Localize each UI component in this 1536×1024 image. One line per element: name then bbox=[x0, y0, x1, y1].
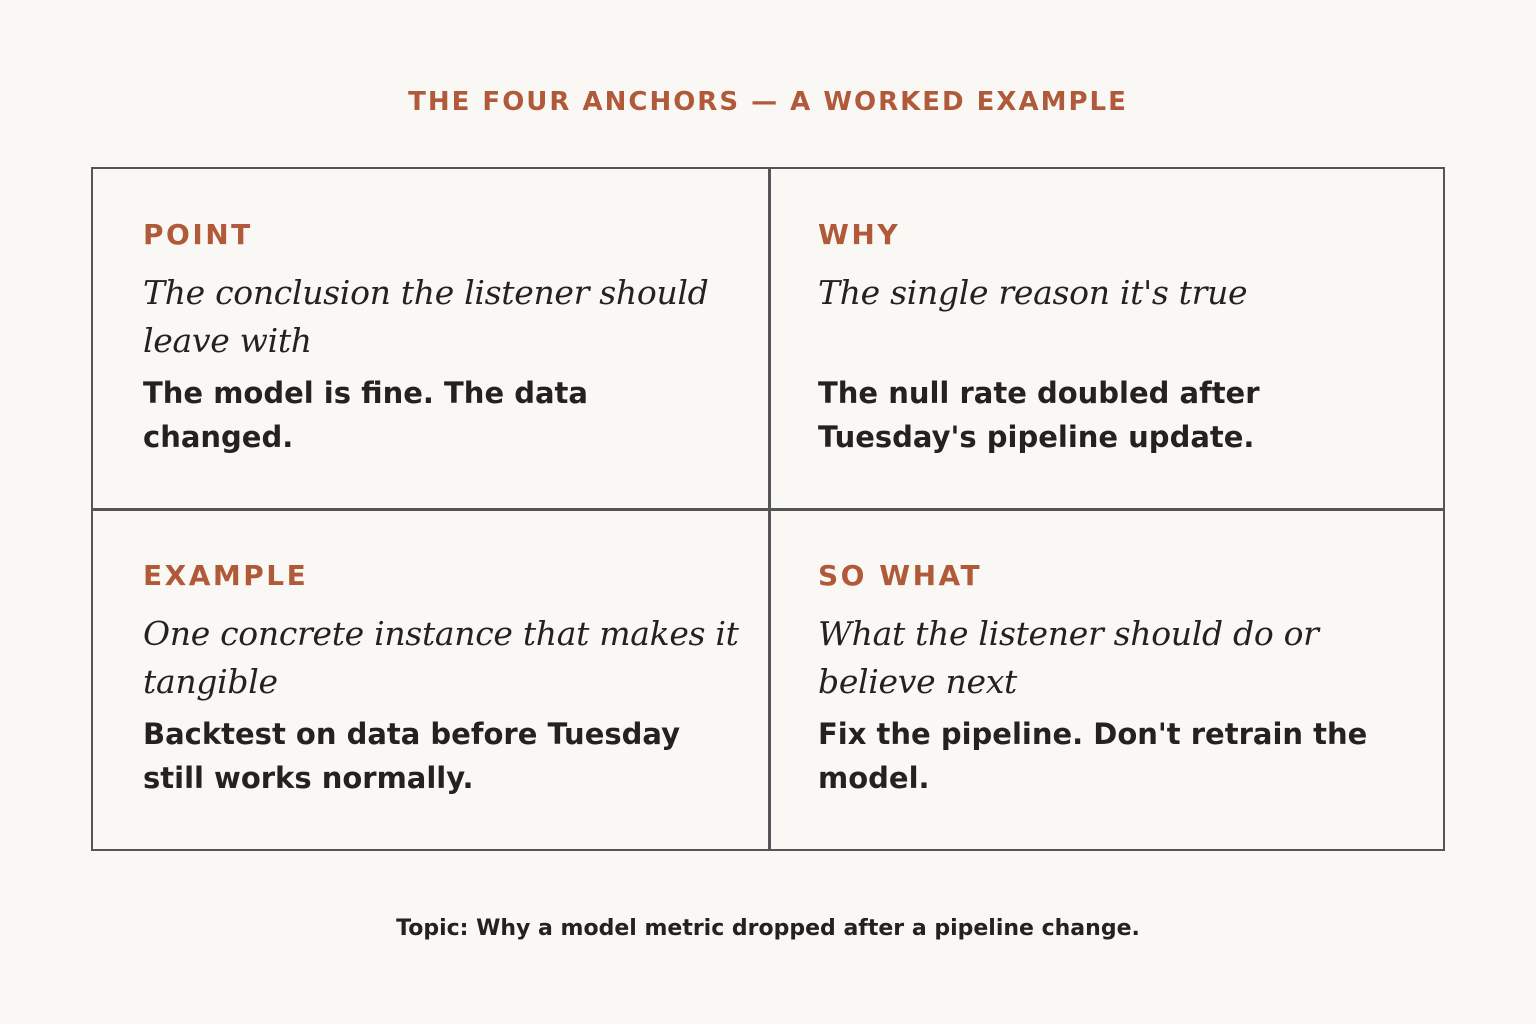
anchor-cell-so-what bbox=[818, 558, 1418, 800]
anchor-example: The null rate doubled after Tuesday's pipeline update. bbox=[818, 376, 1260, 454]
anchor-label: WHY bbox=[818, 218, 901, 251]
grid-horizontal-divider bbox=[93, 508, 1443, 511]
anchor-example: Fix the pipeline. Don't retrain the model. bbox=[818, 717, 1368, 795]
anchor-label: EXAMPLE bbox=[143, 559, 309, 592]
anchor-description: The single reason it's true bbox=[818, 273, 1248, 312]
anchor-description: One concrete instance that makes it tangible bbox=[143, 614, 739, 701]
page-title: THE FOUR ANCHORS — A WORKED EXAMPLE bbox=[408, 87, 1128, 117]
anchor-label: SO WHAT bbox=[818, 559, 983, 592]
anchor-example: The model is fine. The data changed. bbox=[143, 376, 588, 454]
anchor-label: POINT bbox=[143, 218, 253, 251]
anchor-description: The conclusion the listener should leave with bbox=[143, 273, 709, 360]
anchor-example: Backtest on data before Tuesday still works normally. bbox=[143, 717, 680, 795]
anchor-cell-example bbox=[143, 558, 743, 800]
anchor-description: What the listener should do or believe next bbox=[818, 614, 1319, 701]
topic-footer: Topic: Why a model metric dropped after a pipeline change. bbox=[396, 916, 1140, 941]
anchor-cell-why bbox=[818, 217, 1418, 459]
anchors-grid bbox=[91, 167, 1445, 851]
anchor-cell-point bbox=[143, 217, 743, 459]
